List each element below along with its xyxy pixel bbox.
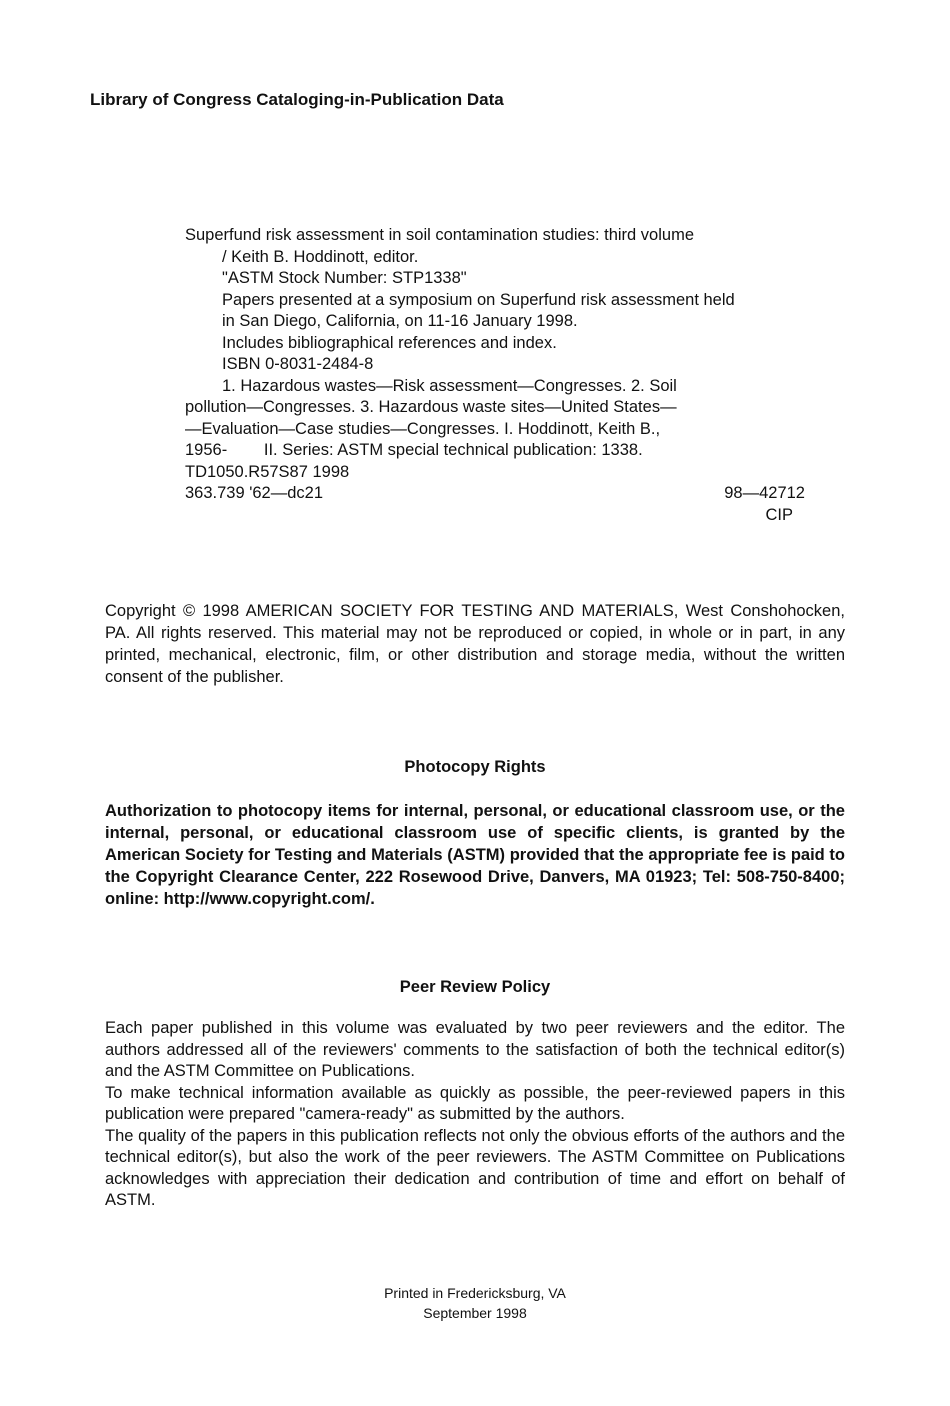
photocopy-rights-title: Photocopy Rights xyxy=(404,758,546,776)
cip-title-line: Superfund risk assessment in soil contamination studies: third volume xyxy=(185,226,694,244)
copyright-notice: Copyright © 1998 AMERICAN SOCIETY FOR TESTING AND MATERIALS, West Conshohocken, PA. All rights reserved. This material may not be reproduced or copied, in whole or in part, in any printed, mechanical, electronic, film, or other distribution and storage media, without the written consent of the publisher. xyxy=(105,602,845,686)
peer-review-paragraph: To make technical information available as quickly as possible, the peer-reviewed papers in this publication were prepared "camera-ready" as submitted by the authors. xyxy=(105,1083,845,1123)
cip-lccn: 98—42712 xyxy=(724,484,805,502)
cip-call-number: TD1050.R57S87 1998 xyxy=(185,462,350,481)
cip-subject-line: 1. Hazardous wastes—Risk assessment—Congresses. 2. Soil xyxy=(222,376,677,395)
peer-review-paragraph: The quality of the papers in this publication reflects not only the obvious efforts of the authors and the technical editor(s), but also the work of the peer reviewers. The ASTM Committee on Publications acknowledges with appreciation their dedication and contribution of time and effort on behalf of ASTM. xyxy=(105,1126,845,1209)
cip-subject-line: —Evaluation—Case studies—Congresses. I. Hoddinott, Keith B., xyxy=(185,419,661,438)
cip-isbn: ISBN 0-8031-2484-8 xyxy=(222,355,374,373)
peer-review-paragraph: Each paper published in this volume was evaluated by two peer reviewers and the editor. The authors addressed all of the reviewers' comments to the satisfaction of both the technical editor(s) and the ASTM Committee on Publications. xyxy=(105,1019,845,1080)
cip-stock-number: "ASTM Stock Number: STP1338" xyxy=(222,269,467,287)
cip-classification-row xyxy=(185,483,805,505)
cip-subject-line: 1956- II. Series: ASTM special technical publication: 1338. xyxy=(185,441,643,459)
cip-heading: Library of Congress Cataloging-in-Publication Data xyxy=(90,90,504,109)
cip-note-line: in San Diego, California, on 11-16 January 1998. xyxy=(222,312,578,330)
cip-editor-line: / Keith B. Hoddinott, editor. xyxy=(222,247,419,266)
cip-subject-line: pollution—Congresses. 3. Hazardous waste sites—United States— xyxy=(185,398,677,416)
cip-note-line: Includes bibliographical references and index. xyxy=(222,333,557,352)
printer-imprint xyxy=(0,1283,950,1323)
peer-review-title: Peer Review Policy xyxy=(399,978,551,996)
cip-classification: 363.739 '62—dc21 xyxy=(185,484,324,502)
cip-label: CIP xyxy=(765,505,793,524)
cip-note-line: Papers presented at a symposium on Superfund risk assessment held xyxy=(222,290,735,309)
cip-record xyxy=(185,225,805,526)
photocopy-rights-body: Authorization to photocopy items for internal, personal, or educational classroom use, or the internal, personal, or educational classroom use of specific clients, is granted by the American Society for Testing and Materials (ASTM) provided that the appropriate fee is paid to the Copyright Clearance Center, 222 Rosewood Drive, Danvers, MA 01923; Tel: 508-750-8400; online: http://www.copyright.com/. xyxy=(105,802,845,908)
printed-date: September 1998 xyxy=(423,1305,527,1321)
printed-location: Printed in Fredericksburg, VA xyxy=(384,1285,566,1301)
peer-review-body xyxy=(105,1018,845,1212)
